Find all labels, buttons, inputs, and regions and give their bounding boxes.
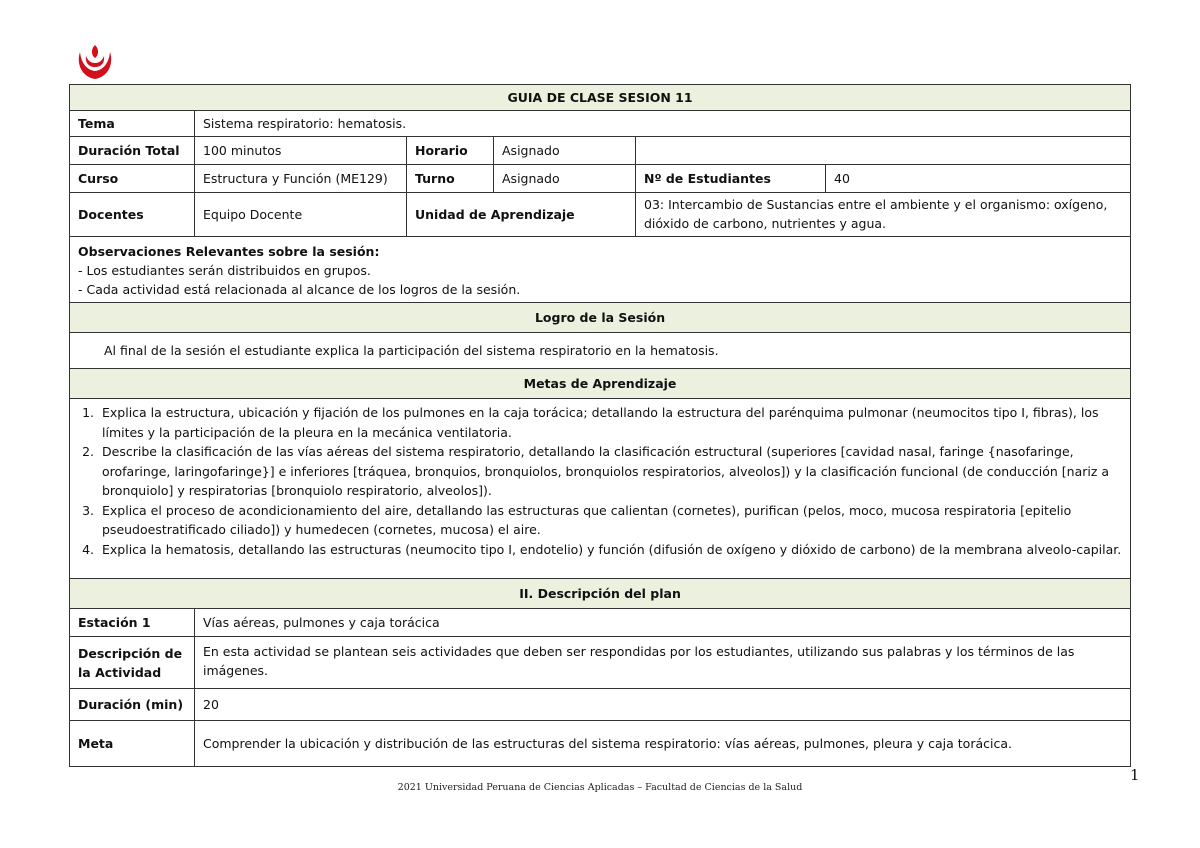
metas-title: Metas de Aprendizaje	[70, 369, 1131, 399]
meta-item: 3. Explica el proceso de acondicionamiento del aire, detallando las estructuras que calientan (cornetes), purifican (pelos, moco, mucosa respiratoria [epitelio pseudoestratificado ciliado]) y humedecen (cornetes, mucosa) el aire.	[98, 501, 1122, 540]
estacion-value: Vías aéreas, pulmones y caja torácica	[195, 609, 1131, 637]
class-guide-table	[69, 84, 1131, 767]
estudiantes-value: 40	[826, 165, 1131, 193]
observaciones-item: - Cada actividad está relacionada al alcance de los logros de la sesión.	[78, 282, 521, 297]
logro-text: Al final de la sesión el estudiante explica la participación del sistema respiratorio en la hematosis.	[70, 333, 1131, 369]
duracion-min-label: Duración (min)	[70, 689, 195, 721]
observaciones-title: Observaciones Relevantes sobre la sesión:	[78, 244, 380, 259]
meta-item: 2. Describe la clasificación de las vías aéreas del sistema respiratorio, detallando la clasificación estructural (superiores [cavidad nasal, faringe {nasofaringe, orofaringe, laringofaringe}] e inferiores [tráquea, bronquios, bronquiolos, bronquiolos respiratorios, alveolos]) y la clasificación funcional (de conducción [nariz a bronquiolo] y respiratorias [bronquiolo respiratorio, alveolos]).	[98, 442, 1122, 501]
curso-value: Estructura y Función (ME129)	[195, 165, 407, 193]
meta-item: 4. Explica la hematosis, detallando las estructuras (neumocito tipo I, endotelio) y función (difusión de oxígeno y dióxido de carbono) de la membrana alveolo-capilar.	[98, 540, 1122, 560]
descripcion-label: Descripción de la Actividad	[70, 637, 195, 689]
estacion-label: Estación 1	[70, 609, 195, 637]
page-number: 1	[1130, 766, 1140, 784]
observaciones-item: - Los estudiantes serán distribuidos en grupos.	[78, 263, 371, 278]
tema-label: Tema	[70, 111, 195, 137]
logro-title: Logro de la Sesión	[70, 303, 1131, 333]
meta-item: 1. Explica la estructura, ubicación y fijación de los pulmones en la caja torácica; detallando la estructura del parénquima pulmonar (neumocitos tipo I, fibras), los límites y la participación de la pleura en la mecánica ventilatoria.	[98, 403, 1122, 442]
meta-value: Comprender la ubicación y distribución de las estructuras del sistema respiratorio: vías aéreas, pulmones, pleura y caja torácica.	[195, 721, 1131, 767]
upc-flame-logo-icon	[72, 42, 118, 82]
turno-value: Asignado	[494, 165, 636, 193]
turno-label: Turno	[407, 165, 494, 193]
metas-cell	[70, 399, 1131, 579]
docentes-value: Equipo Docente	[195, 193, 407, 237]
docentes-label: Docentes	[70, 193, 195, 237]
duracion-total-label: Duración Total	[70, 137, 195, 165]
unidad-value: 03: Intercambio de Sustancias entre el ambiente y el organismo: oxígeno, dióxido de carbono, nutrientes y agua.	[636, 193, 1131, 237]
horario-value: Asignado	[494, 137, 636, 165]
observaciones-cell	[70, 237, 1131, 303]
footer-text: 2021 Universidad Peruana de Ciencias Aplicadas – Facultad de Ciencias de la Salud	[397, 782, 803, 793]
horario-empty-cell	[636, 137, 1131, 165]
duracion-min-value: 20	[195, 689, 1131, 721]
duracion-total-value: 100 minutos	[195, 137, 407, 165]
horario-label: Horario	[407, 137, 494, 165]
curso-label: Curso	[70, 165, 195, 193]
tema-value: Sistema respiratorio: hematosis.	[195, 111, 1131, 137]
metas-list	[74, 403, 1122, 559]
estudiantes-label: Nº de Estudiantes	[636, 165, 826, 193]
guide-title: GUIA DE CLASE SESION 11	[70, 85, 1131, 111]
descripcion-value: En esta actividad se plantean seis actividades que deben ser respondidas por los estudiantes, utilizando sus palabras y los términos de las imágenes.	[195, 637, 1131, 689]
plan-title: II. Descripción del plan	[70, 579, 1131, 609]
meta-label: Meta	[70, 721, 195, 767]
unidad-label: Unidad de Aprendizaje	[407, 193, 636, 237]
